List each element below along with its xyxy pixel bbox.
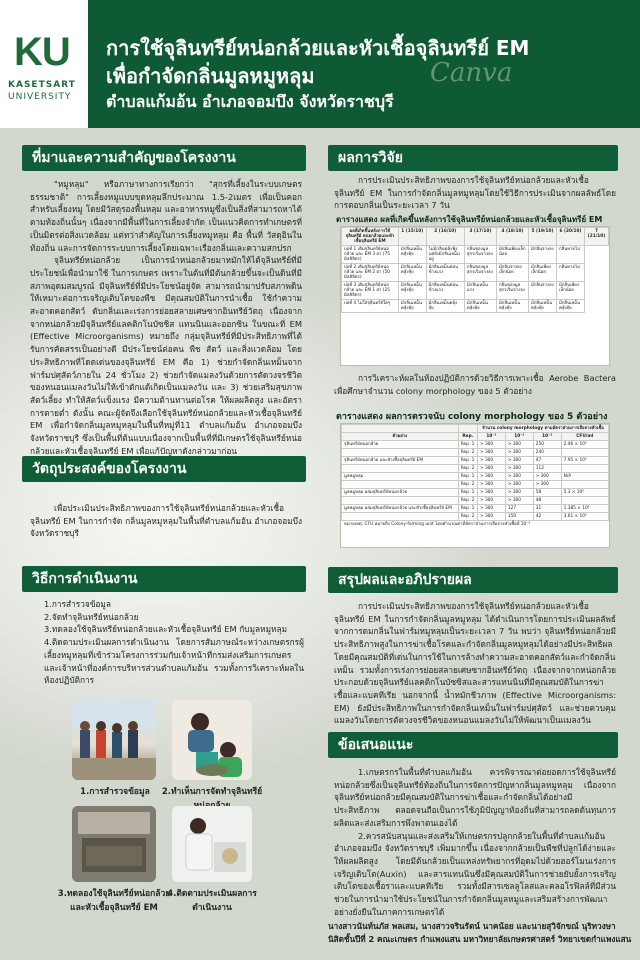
table2-cell: 112 bbox=[533, 465, 561, 473]
table1-row bbox=[342, 246, 609, 264]
section-heading-background: ที่มาและความสำคัญของโครงงาน bbox=[22, 145, 306, 171]
table2-cell: > 300 bbox=[477, 473, 505, 481]
table2-row bbox=[342, 473, 609, 481]
table2-cell bbox=[342, 449, 459, 457]
table2-cell: Rep. 2 bbox=[458, 465, 477, 473]
authors-names: นางสาวนันท์นภัส พลเสม, นางสาวจรินรัตน์ นาคน้อย และนายสุวิจักขณ์ นุริทวงษา bbox=[328, 921, 616, 931]
table2-cell: > 300 bbox=[477, 449, 505, 457]
table1-result-cell: มีกลิ่นเหม็นค่อนข้างแรง bbox=[426, 264, 464, 282]
table2-row bbox=[342, 449, 609, 457]
table1-day-cell: 7 (21/10) bbox=[585, 228, 609, 246]
table2-cell: 58 bbox=[533, 489, 561, 497]
table2-cell: > 300 bbox=[477, 497, 505, 505]
table1-result-cell: กลิ่นของมูลสุกรเริ่มจางลง bbox=[464, 246, 496, 264]
table2-cell bbox=[561, 465, 608, 473]
table1-result-cell: มีกลิ่นเหม็นคลุ้งฟุ้ง bbox=[464, 300, 496, 313]
conclusion-text bbox=[334, 600, 616, 727]
table1-result-cell: มีกลิ่นจางลงเล็กน้อย bbox=[496, 264, 528, 282]
table2-header-cell: ตัวอย่าง bbox=[342, 433, 459, 441]
table2-cell: > 300 bbox=[477, 465, 505, 473]
results-paragraph-1: การประเมินประสิทธิภาพของการใช้จุลินทรีย์หน่อกล้วยและหัวเชื้อจุลินทรีย์ EM ในการกำจัดกลิ่นมูลหมูหลุมโดยใช้วิธีการประเมินจากผลลัพธ์โดยการตอบกลิ่นเป็นระยะเวลา 7 วัน bbox=[334, 175, 616, 211]
objective-text bbox=[30, 502, 302, 540]
table2-cell: > 300 bbox=[477, 489, 505, 497]
table2-cell bbox=[342, 497, 459, 505]
method-step: 1.การสำรวจข้อมูล bbox=[44, 599, 111, 609]
table1-result-cell: กลิ่นของมูลสุกรเริ่มจางลง bbox=[464, 264, 496, 282]
poster-header bbox=[0, 0, 640, 128]
section-heading-method: วิธีการดำเนินงาน bbox=[22, 566, 306, 592]
canva-watermark: Canva bbox=[430, 58, 513, 88]
table2-cell: > 300 bbox=[505, 489, 533, 497]
table2-cell: 42 bbox=[533, 513, 561, 521]
table2-cell: > 300 bbox=[505, 457, 533, 465]
table2-cell: 127 bbox=[505, 505, 533, 513]
table2-cell: Rep. 1 bbox=[458, 505, 477, 513]
table2-cell: > 300 bbox=[505, 441, 533, 449]
table2-row bbox=[342, 489, 609, 497]
table1-row bbox=[342, 300, 609, 313]
table1-result-cell: มีกลิ่นเหม็นคลุ้งฟุ้ง bbox=[557, 300, 585, 313]
table-smell-results bbox=[340, 226, 610, 366]
table2-header-row bbox=[342, 433, 609, 441]
smell-table bbox=[341, 227, 609, 313]
method-step: 4.ติดตามประเมินผลการดำเนินงาน โดยการสัมภาษณ์ระหว่างเกษตรกรผู้เลี้ยงหมูหลุมที่เข้าร่วมโครงการร่วมกับเจ้าหน้าที่กรมส่งเสริมการเกษตรและเจ้าหน้าที่องค์การบริหารส่วนตำบลแก้มอ้น รวมทั้งการวิเคราะห์ผลในห้องปฏิบัติการ bbox=[44, 637, 304, 686]
table2-cell: 48 bbox=[533, 497, 561, 505]
table2-cell: > 300 bbox=[505, 465, 533, 473]
table1-result-cell: มีกลิ่นเหม็นแรง bbox=[464, 282, 496, 300]
section-heading-results: ผลการวิจัย bbox=[328, 145, 618, 171]
results-text bbox=[334, 174, 616, 212]
section-heading-suggestion: ข้อเสนอแนะ bbox=[328, 732, 618, 758]
suggestion-paragraph-2: 2.ควรสนับสนุนและส่งเสริมให้เกษตรกรปลูกกล้วยในพื้นที่ตำบลแก้มอ้น อำเภอจอมบึง จังหวัดราชบุรี เพิ่มมากขึ้น เนื่องจากกล้วยเป็นพืชที่ปลูกได้ง่ายและให้ผลผลิตสูง โดยมีต้นกล้วยเป็นแหล่งทรัพยากรที่อุดมไปด้วยฮอร์โมนเร่งการเจริญเติบโต(Auxin) และสารแทนนินซึ่งมีคุณสมบัติในการช่วยยับยั้งการเจริญเติบโตของเชื้อราและแบคทีเรีย รวมทั้งมีสารเซลลูโลสและคลอโรฟิลล์ที่มีส่วนช่วยในการนำมาใช้ประโยชน์ในการกำจัดกลิ่นมูลหมูและเสริมสร้างการพัฒนาอย่างยั่งยืนในภาคการเกษตรได้ bbox=[334, 830, 616, 917]
method-steps bbox=[44, 598, 304, 687]
table2-row bbox=[342, 457, 609, 465]
table1-day-cell: 2 (16/10) bbox=[426, 228, 464, 246]
table2-cell: 47 bbox=[533, 457, 561, 465]
table2-header-cell: CFU/ml bbox=[561, 433, 608, 441]
table2-cell bbox=[561, 497, 608, 505]
table1-result-cell: มีกลิ่นเหม็นคลุ้งฟุ้ง bbox=[528, 300, 556, 313]
table1-result-cell: มีกลิ่นเหม็นคลุ้งฟุ้ง bbox=[398, 246, 426, 264]
table1-pond-cell: บ่อที่ 4 ไม่ใส่จุลินทรีย์ใดๆ bbox=[342, 300, 399, 313]
photo-evaluation bbox=[172, 806, 252, 882]
table1-day-cell: 4 (18/10) bbox=[496, 228, 528, 246]
table1-day-cell: 3 (17/10) bbox=[464, 228, 496, 246]
table2-body bbox=[342, 441, 609, 521]
conclusion-paragraph: การประเมินประสิทธิภาพของการใช้จุลินทรีย์หน่อกล้วยและหัวเชื้อจุลินทรีย์ EM ในการกำจัดกลิ่นมูลหมูหลุม ได้ดำเนินการโดยการประเมินผลลัพธ์จากการดมกลิ่นในฟาร์มหมูหลุมเป็นระยะเวลา 7 วัน พบว่า จุลินทรีย์หน่อกล้วยมีประสิทธิภาพสูงในการฆ่าเชื้อโรคและกำจัดกลิ่นมูลหมูหลุมได้อย่างมีประสิทธิผล โดยมีคุณสมบัติที่เด่นในการใช้ในการล้างทำความสะอาดคอกสัตว์และกำจัดกลิ่นเหม็น รวมทั้งการเร่งการย่อยสลายเศษซากอินทรีย์วัตถุ เนื่องจากจากหน่อกล้วยประกอบด้วยจุลินทรีย์แลคติกโนบัซซิสและสารแทนนินที่มีคุณสมบัติในการฆ่าเชื้อและแบคทีเรีย นอกจากนี้ น้ำหมักชีวภาพ (Effective Microorganisms: EM) ยังมีประสิทธิภาพในการกำจัดกลิ่นเหม็นในฟาร์มปศุสัตว์ และช่วยควบคุมแมลงวันโดยการตัดวงจรชีวิตของหนอนแมลงวันไม่ให้พัฒนาเป็นแมลงวัน bbox=[334, 601, 616, 726]
table2-cell: > 300 bbox=[477, 513, 505, 521]
background-paragraph-2: จุลินทรีย์หน่อกล้วย เป็นการนำหน่อกล้วยมาหมักให้ได้จุลินทรีย์ที่มีประโยชน์เพื่อนำมาใช้ ในการเกษตร เพราะในต้นที่มีต้นกล้วยขึ้นจะเป็นดินที่มีสภาพอุดมสมบูรณ์ มีจุลินทรีย์ที่มีประโยชน์อยู่จัด สามารถนำมาปรับสภาพดินให้เหมาะต่อการเจริญเติบโตของพืช มีคุณสมบัติในการนำเชื้อ ใช้กำความสะอาดคอกสัตว์ ดับกลิ่นและเร่งการย่อยสลายเศษซากอินทรีย์วัตถุ เนื่องจากจากหน่อกล้วยมีจุลินทรีย์แลคติกโนบัซซิส แทนนินและออกซิน ในขณะที่ EM (Effective Microorganisms) หมายถึง กลุ่มจุลินทรีย์ที่มีประสิทธิภาพที่ได้รับการคัดสรรเป็นอย่างดี มีประโยชน์ต่อคน พืช สัตว์ และสิ่งแวดล้อม โดย ประสิทธิภาพที่โดดเด่นของจุลินทรีย์ EM คือ 1) ช่วยกำจัดกลิ่นเหม็นจากฟาร์มปศุสัตว์ภายใน 24 ชั่วโมง 2) ช่วยกำจัดแมลงวันด้วยการตัดวงจรชีวิตของหนอนแมลงวันไม่ให้เข้าดักแด้เกิดเป็นแมลงวัน และ 3) ช่วยเสริมสุขภาพสัตว์เลี้ยง ทำให้สัตว์แข็งแรง มีความต้านทานต่อโรค ให้ผลผลิตสูง และอัตราการตายต่ำ ดังนั้น คณะผู้จัดจึงเลือกใช้จุลินทรีย์หน่อกล้วยและหัวเชื้อจุลินทรีย์ EM เพื่อกำจัดกลิ่นมูลหมูหลุมในพื้นที่หมู่ที่11 ตำบลแก้มอ้น อำเภอจอมบึง จังหวัดราชบุรี ซึ่งเป็นพื้นที่ต้นแบบเนื่องจากเป็นพื้นที่ที่มีเกษตรใช้จุลินทรีย์หน่อกล้วยและหัวเชื้อจุลินทรีย์ EM เพื่อแก้ปัญหาดังกล่าวมาก่อน bbox=[30, 255, 302, 456]
table2-cell: มูลหมูหลุม ผสมจุลินทรีย์หน่อกล้วย และหัวเชื้อจุลินทรีย์ EM bbox=[342, 505, 459, 513]
table2-cell bbox=[342, 465, 459, 473]
background-text bbox=[30, 178, 302, 457]
table1-row bbox=[342, 282, 609, 300]
photo-banana-microbe bbox=[172, 700, 252, 780]
logo-mark: KU bbox=[14, 30, 70, 74]
table1-result-cell: มีกลิ่นเหม็นคลุ้งฟุ้ง bbox=[496, 300, 528, 313]
colony-table bbox=[341, 424, 609, 521]
table2-cell: Rep. 1 bbox=[458, 473, 477, 481]
table2-cell: Rep. 2 bbox=[458, 497, 477, 505]
poster-title-line2: เพื่อกำจัดกลิ่นมูลหมูหลุม bbox=[106, 64, 315, 88]
table2-row bbox=[342, 481, 609, 489]
table1-result-cell: กลิ่นหายไป bbox=[557, 246, 585, 264]
table2-cell: มูลหมูหลุม ผสมจุลินทรีย์หน่อกล้วย bbox=[342, 489, 459, 497]
suggestion-paragraph-1: 1.เกษตรกรในพื้นที่ตำบลแก้มอ้น ควรพิจารณาต่อยอดการใช้จุลินทรีย์หน่อกล้วยซึ่งเป็นจุลินทรีย์ท้องถิ่นในการจัดการปัญหากลิ่นมูลหมูหลุม เนื่องจากจุลินทรีย์หน่อกล้วยมีคุณสมบัติในการฆ่าเชื้อและกำจัดกลิ่นได้อย่างมีประสิทธิภาพ ตลอดจนถือเป็นการใช้ภูมิปัญญาท้องถิ่นที่สามารถลดต้นทุนการผลิตและส่งเสริมการพึ่งพาตนเองได้ bbox=[334, 767, 616, 828]
table1-result-cell: มีกลิ่นเหม็นคลุ้งฟุ้ง bbox=[426, 300, 464, 313]
table1-day-cell: 1 (15/10) bbox=[398, 228, 426, 246]
table1-result-cell: มีกลิ่นเหม็นค่อนข้างแรง bbox=[426, 282, 464, 300]
table1-day-cell: 5 (19/10) bbox=[528, 228, 556, 246]
table2-row bbox=[342, 497, 609, 505]
table2-cell: 250 bbox=[533, 441, 561, 449]
section-heading-objective: วัตถุประสงค์ของโครงงาน bbox=[22, 456, 306, 482]
table1-pond-cell: บ่อที่ 2 เติมจุลินทรีย์หน่อกล้วย และ EM 2 ฝา (50 มิลลิลิตร) bbox=[342, 264, 399, 282]
table2-cell: > 300 bbox=[477, 457, 505, 465]
table1-row bbox=[342, 264, 609, 282]
table1-body bbox=[342, 246, 609, 313]
table2-header-cell: 10⁻¹ bbox=[477, 433, 505, 441]
table1-result-cell: มีกลิ่นเพียงเล็กน้อย bbox=[557, 282, 585, 300]
table1-pond-cell: บ่อที่ 1 เติมจุลินทรีย์หน่อกล้วย และ EM 3 ฝา (75 มิลลิลิตร) bbox=[342, 246, 399, 264]
table2-cell: 2.46 × 10⁵ bbox=[561, 441, 608, 449]
table1-result-cell: มีกลิ่นจางลง bbox=[528, 246, 556, 264]
table2-cell: 31 bbox=[533, 505, 561, 513]
table1-result-cell: มีกลิ่นเหม็นคลุ้งฟุ้ง bbox=[398, 300, 426, 313]
table2-cell bbox=[342, 481, 459, 489]
authors-affiliation: นิสิตชั้นปีที่ 2 คณะเกษตร กำแพงแสน มหาวิทยาลัยเกษตรศาสตร์ วิทยาเขตกำแพงแสน bbox=[328, 934, 632, 944]
table2-cell: > 300 bbox=[505, 449, 533, 457]
table2-cell: Rep. 1 bbox=[458, 489, 477, 497]
table2-cell: 240 bbox=[533, 449, 561, 457]
table2-cell: 5.3 × 10⁵ bbox=[561, 489, 608, 497]
table2-cell: 150 bbox=[505, 513, 533, 521]
objective-paragraph: เพื่อประเมินประสิทธิภาพของการใช้จุลินทรีย์หน่อกล้วยและหัวเชื้อจุลินทรีย์ EM ในการกำจัด กลิ่นมูลหมูหลุมในพื้นที่ตำบลแก้มอ้น อำเภอจอมบึง จังหวัดราชบุรี bbox=[30, 503, 302, 539]
method-step: 3.ทดลองใช้จุลินทรีย์หน่อกล้วยและหัวเชื้อจุลินทรีย์ EM กับมูลหมูหลุม bbox=[44, 624, 288, 635]
table2-empty-cell bbox=[342, 425, 459, 433]
logo-university: UNIVERSITY bbox=[8, 92, 72, 102]
table2-cell bbox=[561, 449, 608, 457]
table1-result-cell: มีกลิ่นเพียงเล็กน้อย bbox=[528, 264, 556, 282]
photo-trial-image bbox=[72, 806, 156, 882]
table2-cell: > 300 bbox=[533, 473, 561, 481]
table2-cell: 1.385 × 10⁶ bbox=[561, 505, 608, 513]
suggestion-text bbox=[334, 766, 616, 918]
table2-cell: > 300 bbox=[505, 481, 533, 489]
photo-survey bbox=[72, 700, 156, 780]
table2-cell: > 300 bbox=[477, 505, 505, 513]
table2-cell: Rep. 2 bbox=[458, 481, 477, 489]
table2-cell: 3.61 × 10⁵ bbox=[561, 513, 608, 521]
poster-title-line1: การใช้จุลินทรีย์หน่อกล้วยและหัวเชื้อจุลินทรีย์ EM bbox=[106, 36, 530, 60]
caption-survey: 1.การสำรวจข้อมูล bbox=[80, 787, 150, 797]
table2-cell: Rep. 2 bbox=[458, 449, 477, 457]
table2-row bbox=[342, 505, 609, 513]
table1-result-cell: มีกลิ่นเพียงเล็กน้อย bbox=[496, 246, 528, 264]
photo-evaluation-image bbox=[172, 806, 252, 882]
table1-corner-cell: ผลที่เกิดขึ้นหลังการใช้ จุลินทรีย์ หน่อกล้วยและหัว เชื้อจุลินทรีย์ EM bbox=[342, 228, 399, 246]
table2-row bbox=[342, 513, 609, 521]
table2-cell bbox=[561, 481, 608, 489]
table2-cell: Rep. 1 bbox=[458, 441, 477, 449]
table1-result-cell: มีกลิ่นจางลง bbox=[528, 282, 556, 300]
photo-survey-image bbox=[72, 700, 156, 780]
table2-header-cell: 10⁻³ bbox=[533, 433, 561, 441]
table2-group-row bbox=[342, 425, 609, 433]
caption-evaluation: 4.ติดตามประเมินผลการดำเนินงาน bbox=[167, 889, 257, 913]
table2-cell: > 300 bbox=[505, 497, 533, 505]
table2-row bbox=[342, 465, 609, 473]
table2-header-cell: 10⁻² bbox=[505, 433, 533, 441]
section-heading-conclusion: สรุปผลและอภิปรายผล bbox=[328, 567, 618, 593]
caption-trial: 3.ทดลองใช้จุลินทรีย์หน่อกล้วยและหัวเชื้อจุลินทรีย์ EM bbox=[57, 889, 171, 913]
table1-title: ตารางแสดง ผลที่เกิดขึ้นหลังการใช้จุลินทรีย์หน่อกล้วยและหัวเชื้อจุลินทรีย์ EM bbox=[336, 215, 603, 224]
authors bbox=[328, 920, 631, 946]
method-step: 2.จัดทำจุลินทรีย์หน่อกล้วย bbox=[44, 611, 139, 622]
table-colony-results bbox=[340, 423, 610, 548]
table1-result-cell: กลิ่นหายไป bbox=[557, 264, 585, 282]
table2-row bbox=[342, 441, 609, 449]
table2-cell bbox=[342, 513, 459, 521]
table2-cell: มูลหมูหลุม bbox=[342, 473, 459, 481]
ku-logo bbox=[0, 0, 88, 128]
table1-pond-cell: บ่อที่ 3 เติมจุลินทรีย์หน่อกล้วย และ EM 1 ฝา (25 มิลลิลิตร) bbox=[342, 282, 399, 300]
table2-cell: Rep. 2 bbox=[458, 513, 477, 521]
table2-cell: จุลินทรีย์หน่อกล้วย และหัวเชื้อจุลินทรีย์ EM bbox=[342, 457, 459, 465]
results-paragraph-2: การวิเคราะห์ผลในห้องปฏิบัติการด้วยวิธีการเพาะเชื้อ Aerobe Bactera เพื่อศึกษาจำนวน colony morphology ของ 5 ตัวอย่าง bbox=[334, 373, 616, 396]
table2-cell: 7.95 × 10⁵ bbox=[561, 457, 608, 465]
table1-result-cell: ไม่มีกลิ่นคลุ้งฟุ้ง แต่ยังมีกลิ่นเหม็นอยู่ bbox=[426, 246, 464, 264]
table1-day-cell: 6 (20/10) bbox=[557, 228, 585, 246]
table2-cell: > 300 bbox=[505, 473, 533, 481]
table1-result-cell: มีกลิ่นเหม็นคลุ้งฟุ้ง bbox=[398, 282, 426, 300]
caption-banana-microbe: 2.ทำเห็นการจัดทำจุลินทรีย์ bbox=[161, 787, 263, 797]
photo-trial bbox=[72, 806, 156, 882]
table2-note: หมายเหตุ: CFU หมายถึง Colony-forming unit โดยคำนวณค่าที่อัตราส่วนการเจือจางหัวเชื้อที่ 10⁻³ bbox=[344, 522, 531, 527]
table1-header-row bbox=[342, 228, 609, 246]
logo-name: KASETSART bbox=[8, 80, 76, 90]
poster-title-line3: ตำบลแก้มอ้น อำเภอจอมบึง จังหวัดราชบุรี bbox=[106, 92, 394, 111]
table2-cell: > 300 bbox=[477, 441, 505, 449]
background-paragraph-1: "หมูหลุม" หรือภาษาทางการเรียกว่า "สุกรที่เลี้ยงในระบบเกษตรธรรมชาติ" การเลี้ยงหมูแบบขุดหลุมลึกประมาณ 1.5-2เมตร เพื่อเป็นคอกสำหรับเลี้ยงหมู โดยมีวัสดุรองพื้นหลุม และอาหารหมูซึ่งเป็นสิ่งที่สามารถหาได้ตามท้องถิ่นนั้นๆ เนื่องจากมีพื้นที่ในการเลี้ยงจำกัด เป็นแนวคิดการทำเกษตรที่เป็นมิตรต่อสิ่งแวดล้อม แต่ทว่าสำคัญในการเลี้ยงหมูหลุม คือ พื้นที่ วัสดุอินในท้องถิ่น และการจัดการระบบการเลี้ยงโดยเฉพาะเรื่องกลิ่นและความสกปรก bbox=[30, 179, 302, 253]
table1-result-cell: มีกลิ่นเหม็นคลุ้งฟุ้ง bbox=[398, 264, 426, 282]
table2-cell: > 300 bbox=[477, 481, 505, 489]
table2-group-note: จำนวน colony morphology ตามอัตราส่วนการเจือจางหัวเชื้อ bbox=[477, 425, 608, 433]
table2-cell: > 300 bbox=[533, 481, 561, 489]
photo-banana-image bbox=[172, 700, 252, 780]
table2-empty-cell bbox=[458, 425, 477, 433]
table2-cell: N/A bbox=[561, 473, 608, 481]
table2-cell: จุลินทรีย์หน่อกล้วย bbox=[342, 441, 459, 449]
table2-header-cell: Rep. bbox=[458, 433, 477, 441]
table2-cell: Rep. 1 bbox=[458, 457, 477, 465]
results-text-2 bbox=[334, 372, 616, 397]
table2-title: ตารางแสดง ผลการตรวจนับ colony morphology ของ 5 ตัวอย่าง bbox=[336, 412, 608, 422]
table1-result-cell: กลิ่นของมูลสุกรเริ่มจางลง bbox=[496, 282, 528, 300]
